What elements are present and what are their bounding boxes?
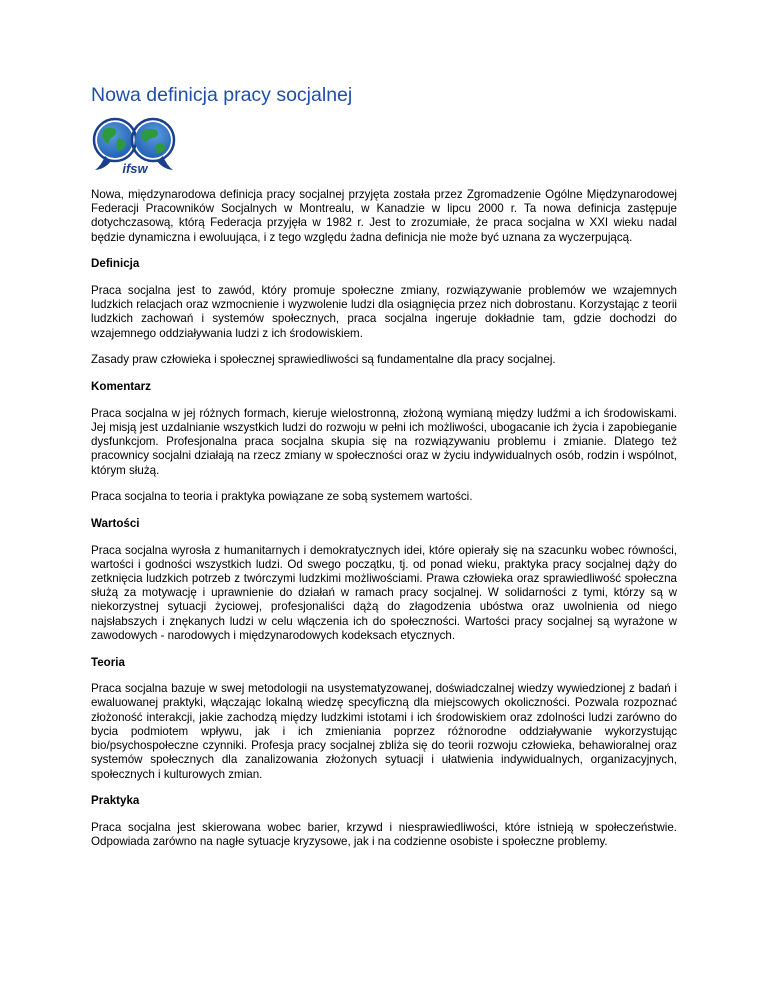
section-teoria — [91, 656, 677, 782]
section-paragraph: Praca socjalna wyrosła z humanitarnych i demokratycznych idei, które opierały się na szacunku wobec równości, wartości i godności wszystkich ludzi. Od swego początku, tj. od ponad wieku, praktyka pracy socjalnej dąży do zetknięcia ludzkich potrzeb z twórczymi ludzkimi możliwościami. Prawa człowieka oraz sprawiedliwość społeczna służą za motywację i uprawnienie do działań w ramach pracy socjalnej. W solidarności z tymi, którzy są w niekorzystnej sytuacji życiowej, profesjonaliści dążą do złagodzenia ubóstwa oraz uwolnienia od niego najsłabszych i znękanych ludzi w celu włączenia ich do społeczności. Wartości pracy socjalnej są wyrażone w zawodowych - narodowych i międzynarodowych kodeksach etycznych. — [91, 543, 677, 642]
document-title: Nowa definicja pracy socjalnej — [91, 84, 353, 106]
section-heading: Wartości — [91, 516, 140, 530]
section-paragraph: Zasady praw człowieka i społecznej sprawiedliwości są fundamentalne dla pracy socjalnej. — [91, 353, 556, 367]
section-paragraph: Praca socjalna jest skierowana wobec barier, krzywd i niesprawiedliwości, które istnieją w społeczeństwie. Odpowiada zarówno na nagłe sytuacje kryzysowe, jak i na codzienne osobiste i społeczne problemy. — [91, 820, 677, 849]
ifsw-logo-text: ifsw — [122, 161, 148, 176]
section-heading: Definicja — [91, 257, 140, 271]
section-wartosci — [91, 517, 677, 643]
section-komentarz — [91, 380, 677, 504]
section-paragraph: Praca socjalna to teoria i praktyka powiązane ze sobą systemem wartości. — [91, 490, 473, 504]
ifsw-globes-logo-icon — [91, 116, 179, 182]
ifsw-logo — [91, 116, 179, 182]
section-heading: Praktyka — [91, 794, 140, 808]
section-heading: Teoria — [91, 655, 125, 669]
section-paragraph: Praca socjalna bazuje w swej metodologii na usystematyzowanej, doświadczalnej wiedzy wywiedzionej z badań i ewaluowanej praktyki, włączając lokalną wiedzę specyficzną dla miejscowych okoliczności. Pozwala rozpoznać złożoność interakcji, jakie zachodzą między ludzkimi istotami i ich środowiskiem oraz zdolności ludzi zarówno do bycia podmiotem wpływu, jak i ich zmieniania poprzez różnorodne oddziaływanie wykorzystując bio/psychospołeczne czynniki. Profesja pracy socjalnej zbliża się do teorii rozwoju człowieka, behawioralnej oraz systemów społecznych dla zanalizowania złożonych sytuacji i ułatwienia indywidualnych, organizacyjnych, społecznych i kulturowych zmian. — [91, 682, 677, 781]
section-paragraph: Praca socjalna jest to zawód, który promuje społeczne zmiany, rozwiązywanie problemów we wzajemnych ludzkich relacjach oraz wzmocnienie i wyzwolenie ludzi dla osiągnięcia przez nich dobrostanu. Korzystając z teorii ludzkich zachowań i systemów społecznych, praca socjalna ingeruje dokładnie tam, gdzie dochodzi do wzajemnego oddziaływania ludzi z ich środowiskiem. — [91, 284, 677, 340]
section-definicja — [91, 257, 677, 367]
section-praktyka — [91, 794, 677, 849]
intro-paragraph: Nowa, międzynarodowa definicja pracy socjalnej przyjęta została przez Zgromadzenie Ogólne Międzynarodowej Federacji Pracowników Socjalnych w Montrealu, w Kanadzie w lipcu 2000 r. Ta nowa definicja zastępuje dotychczasową, którą Federacja przyjęła w 1982 r. Jest to zrozumiałe, że praca socjalna w XXI wieku nadal będzie dynamiczna i ewoluująca, i z tego względu żadna definicja nie może być uznana za wyczerpującą. — [91, 188, 677, 244]
section-paragraph: Praca socjalna w jej różnych formach, kieruje wielostronną, złożoną wymianą między ludźmi a ich środowiskami. Jej misją jest uzdalnianie wszystkich ludzi do rozwoju w pełni ich możliwości, ubogacanie ich życia i zapobieganie dysfunkcjom. Profesjonalna praca socjalna skupia się na rozwiązywaniu problemu i zmianie. Dlatego też pracownicy socjalni działają na rzecz zmiany w społeczności oraz w życiu indywidualnych osób, rodzin i wspólnot, którym służą. — [91, 406, 677, 477]
document-body — [91, 188, 677, 862]
section-heading: Komentarz — [91, 380, 151, 394]
